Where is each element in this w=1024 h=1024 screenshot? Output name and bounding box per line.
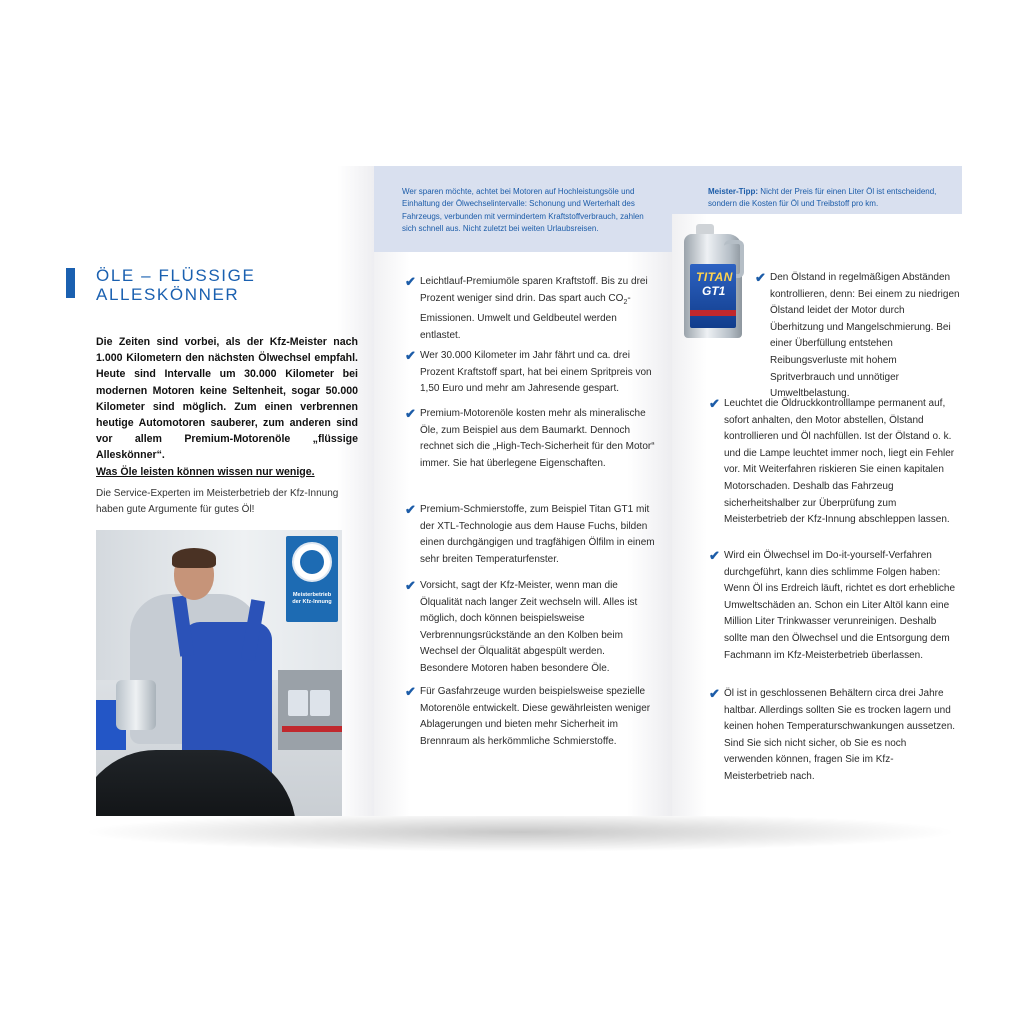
car-emblem-icon: [292, 542, 332, 582]
checkmark-icon: ✔: [755, 270, 766, 285]
checkmark-icon: ✔: [709, 686, 720, 701]
list-item: ✔ Leichtlauf-Premiumöle sparen Kraftstoff. Bis zu drei Prozent weniger sind drin. Das spart auch $CO_2$-Emissionen. Umwelt und Geldbeutel werden entlastet.: [405, 274, 648, 341]
panel-middle: [374, 166, 672, 816]
checkmark-icon: ✔: [405, 578, 416, 593]
tip-text: Meister-Tipp: Nicht der Preis für einen Liter Öl ist entscheidend, sondern die Kosten für Öl und Treibstoff pro km.: [708, 187, 937, 209]
brochure-shadow: [80, 812, 960, 852]
lead-paragraph: [96, 334, 358, 480]
mechanic-photo: [96, 530, 342, 816]
bottle-model: GT1: [702, 284, 726, 298]
title-line-2: ALLESKÖNNER: [96, 285, 240, 304]
title-line-1: ÖLE – FLÜSSIGE: [96, 266, 256, 285]
list-item: ✔ Wird ein Ölwechsel im Do-it-yourself-Verfahren durchgeführt, kann dies schlimme Folgen haben: Wenn Öl ins Erdreich läuft, richtet es dort erhebliche Umweltschäden an. Schon ein Liter Altöl kann eine Million Liter Trinkwasser verunreinigen. Deshalb sollte man den Ölwechsel und die Entsorgung dem Fachmann im Kfz-Meisterbetrieb überlassen.: [709, 548, 956, 661]
list-item: ✔ Vorsicht, sagt der Kfz-Meister, wenn man die Ölqualität nach langer Zeit wechseln will. Alles ist möglich, doch können beispielsweise Verbrennungsrückstände an den Kolben beim Wechsel der Ölqualität abgespült werden. Besondere Motoren haben besondere Öle.: [405, 578, 638, 674]
checkmark-icon: ✔: [405, 274, 416, 289]
checkmark-icon: ✔: [405, 406, 416, 421]
page-title: [96, 266, 356, 304]
badge-text: Meisterbetrieb der Kfz-Innung: [292, 592, 332, 605]
list-item: ✔ Premium-Schmierstoffe, zum Beispiel Titan GT1 mit der XTL-Technologie aus dem Hause Fuchs, bilden einen durchgängigen und tragfähigen Ölfilm in einem sehr breiten Temperaturfenster.: [405, 502, 655, 565]
checkmark-icon: ✔: [405, 348, 416, 363]
sub-paragraph: Die Service-Experten im Meisterbetrieb der Kfz-Innung haben gute Argumente für gutes Öl!: [96, 488, 339, 516]
oil-bottle-image: [682, 224, 750, 340]
list-item: ✔ Premium-Motorenöle kosten mehr als mineralische Öle, zum Beispiel aus dem Baumarkt. Dennoch rechnet sich die „High-Tech-Sicherheit für den Motor“ immer. Sie hat überlegene Eigenschaften.: [405, 406, 655, 469]
bottle-brand: TITAN: [696, 270, 733, 284]
innung-badge: [286, 536, 338, 622]
list-item: ✔ Wer 30.000 Kilometer im Jahr fährt und ca. drei Prozent Kraftstoff spart, hat bei einem Spritpreis von 1,50 Euro und mehr am Jahresende gespart.: [405, 348, 652, 395]
checkmark-icon: ✔: [709, 396, 720, 411]
checkmark-icon: ✔: [405, 684, 416, 699]
title-accent-bar: [66, 268, 75, 298]
lead-last-line: Was Öle leisten können wissen nur wenige.: [96, 465, 315, 478]
list-item: ✔ Den Ölstand in regelmäßigen Abständen kontrollieren, denn: Bei einem zu niedrigen Ölstand leidet der Motor durch Überhitzung und Mangelschmierung. Bei einer Überfüllung entstehen Reibungsverluste mit hohem Spritverbrauch und unnötiger Umweltbelastung.: [755, 270, 960, 400]
lead-main: Die Zeiten sind vorbei, als der Kfz-Meister nach 1.000 Kilometern den nächsten Ölwechsel empfahl. Heute sind Intervalle um 30.000 Kilometer bei modernen Motoren keine Seltenheit, sogar 50.000 Kilometer sind möglich. Zum einen verbrennen heutige Automotoren sauberer, zum anderen sind vor allem Premium-Motorenöle „flüssige Alleskönner“.: [96, 336, 358, 462]
panel-left: [66, 166, 374, 816]
checkmark-icon: ✔: [709, 548, 720, 563]
list-item: ✔ Öl ist in geschlossenen Behältern circa drei Jahre haltbar. Allerdings sollten Sie es trocken lagern und keinen hohen Temperaturschwankungen aussetzen. Sind Sie sich nicht sicher, ob Sie es noch verwenden können, fragen Sie im Kfz-Meisterbetrieb nach.: [709, 686, 956, 782]
list-item: ✔ Leuchtet die Öldruckkontrolllampe permanent auf, sofort anhalten, den Motor abstellen, Ölstand kontrollieren und Öl nachfüllen. Ist der Ölstand o. k. und die Lampe leuchtet immer noch, liegt ein Fehler vor. Mit Weiterfahren riskieren Sie einen kapitalen Motorschaden. Deshalb das Fahrzeug sicherheitshalber zur Überprüfung zum Meisterbetrieb der Kfz-Innung abschleppen lassen.: [709, 396, 955, 526]
list-item: ✔ Für Gasfahrzeuge wurden beispielsweise spezielle Motorenöle entwickelt. Diese gewährleisten weniger Ablagerungen und bieten mehr Sicherheit im Brennraum als herkömmliche Schmierstoffe.: [405, 684, 651, 747]
tip-label: Meister-Tipp:: [708, 187, 759, 196]
intro-text: Wer sparen möchte, achtet bei Motoren auf Hochleistungsöle und Einhaltung der Ölwechselintervalle: Schonung und Werterhalt des Fahrzeugs, verbunden mit vermindertem Kraftstoffverbrauch, zahlen sich schnell aus. Nicht zuletzt bei weiten Urlaubsreisen.: [402, 187, 644, 234]
checkmark-icon: ✔: [405, 502, 416, 517]
panel-right: [672, 166, 962, 816]
